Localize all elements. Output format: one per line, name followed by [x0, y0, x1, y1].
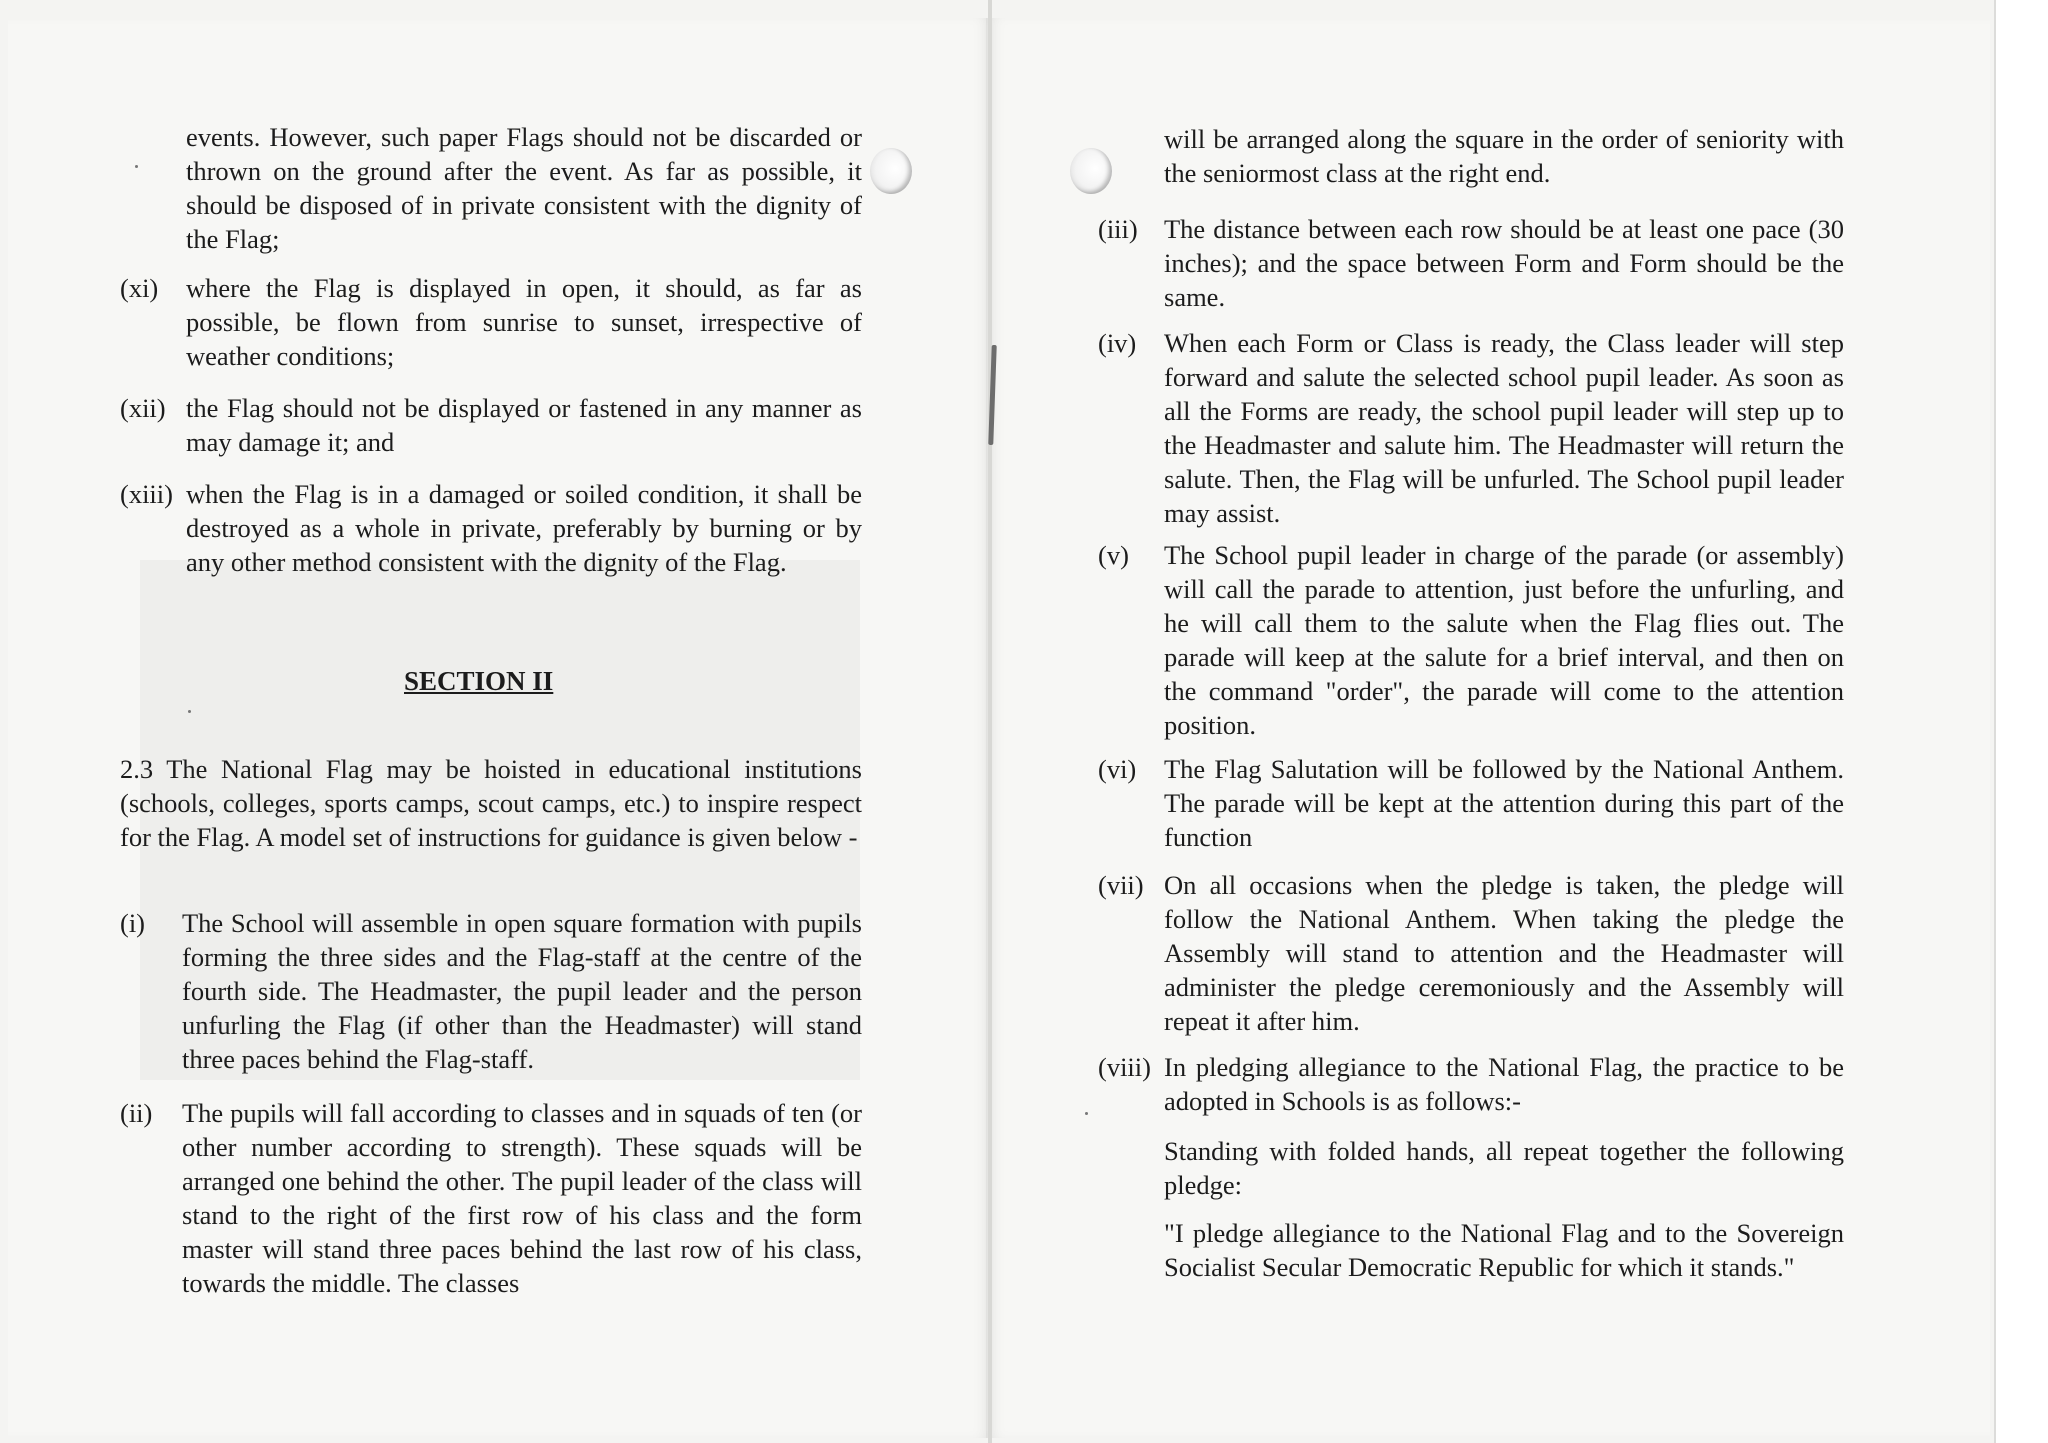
speck: [135, 165, 138, 168]
left-continuation-paragraph: events. However, such paper Flags should not be discarded or thrown on the ground after the event. As far as possible, it should be disposed of in private consistent with the dignity of the Flag;: [186, 122, 862, 254]
punch-hole-left: [870, 148, 912, 194]
standing-instruction: Standing with folded hands, all repeat together the following pledge:: [1164, 1136, 1844, 1200]
item-number: (v): [1098, 540, 1129, 570]
punch-hole-right: [1070, 148, 1112, 194]
item-number: (xii): [120, 393, 166, 423]
paragraph-2-3: 2.3 The National Flag may be hoisted in educational institutions (schools, colleges, sports camps, scout camps, etc.) to inspire respect for the Flag. A model set of instructions for guidance is given below -: [120, 754, 862, 852]
item-text: On all occasions when the pledge is taken, the pledge will follow the National Anthem. When taking the pledge the Assembly will stand to attention and the Headmaster will administer the pledge ceremoniously and the Assembly will repeat it after him.: [1164, 870, 1844, 1036]
speck: [188, 710, 191, 713]
section-heading: SECTION II: [404, 666, 554, 696]
item-text: where the Flag is displayed in open, it should, as far as possible, be flown from sunrise to sunset, irrespective of weather conditions;: [186, 273, 862, 371]
item-number: (viii): [1098, 1052, 1151, 1082]
binding-gutter: [988, 0, 992, 1443]
item-text: In pledging allegiance to the National Flag, the practice to be adopted in Schools is as follows:-: [1164, 1052, 1844, 1116]
item-number: (ii): [120, 1098, 153, 1128]
speck: [1085, 1112, 1088, 1115]
pledge-text: "I pledge allegiance to the National Flag and to the Sovereign Socialist Secular Democratic Republic for which it stands.": [1164, 1218, 1844, 1282]
right-continuation-paragraph: will be arranged along the square in the order of seniority with the seniormost class at the right end.: [1164, 124, 1844, 188]
item-number: (xi): [120, 273, 159, 303]
item-text: When each Form or Class is ready, the Class leader will step forward and salute the selected school pupil leader. As soon as all the Forms are ready, the school pupil leader will step up to the Headmaster and salute him. The Headmaster will return the salute. Then, the Flag will be unfurled. The School pupil leader may assist.: [1164, 328, 1844, 528]
item-number: (iii): [1098, 214, 1138, 244]
page-edge: [1994, 0, 2048, 1443]
item-number: (i): [120, 908, 146, 938]
item-number: (iv): [1098, 328, 1137, 358]
item-text: The School pupil leader in charge of the parade (or assembly) will call the parade to attention, just before the unfurling, and he will call them to the salute when the Flag flies out. The parade will keep at the salute for a brief interval, and then on the command "order", the parade will come to the attention position.: [1164, 540, 1844, 740]
item-text: when the Flag is in a damaged or soiled condition, it shall be destroyed as a whole in private, preferably by burning or by any other method consistent with the dignity of the Flag.: [186, 479, 862, 577]
item-number: (xiii): [120, 479, 173, 509]
item-text: The School will assemble in open square formation with pupils forming the three sides and the Flag-staff at the centre of the fourth side. The Headmaster, the pupil leader and the person unfurling the Flag (if other than the Headmaster) will stand three paces behind the Flag-staff.: [182, 908, 862, 1074]
item-number: (vii): [1098, 870, 1144, 900]
item-text: The pupils will fall according to classes and in squads of ten (or other number according to strength). These squads will be arranged one behind the other. The pupil leader of the class will stand to the right of the first row of his class and the form master will stand three paces behind the last row of his class, towards the middle. The classes: [182, 1098, 862, 1298]
item-text: The Flag Salutation will be followed by the National Anthem. The parade will be kept at the attention during this part of the function: [1164, 754, 1844, 852]
item-number: (vi): [1098, 754, 1137, 784]
item-text: The distance between each row should be at least one pace (30 inches); and the space between Form and Form should be the same.: [1164, 214, 1844, 312]
item-text: the Flag should not be displayed or fastened in any manner as may damage it; and: [186, 393, 862, 457]
